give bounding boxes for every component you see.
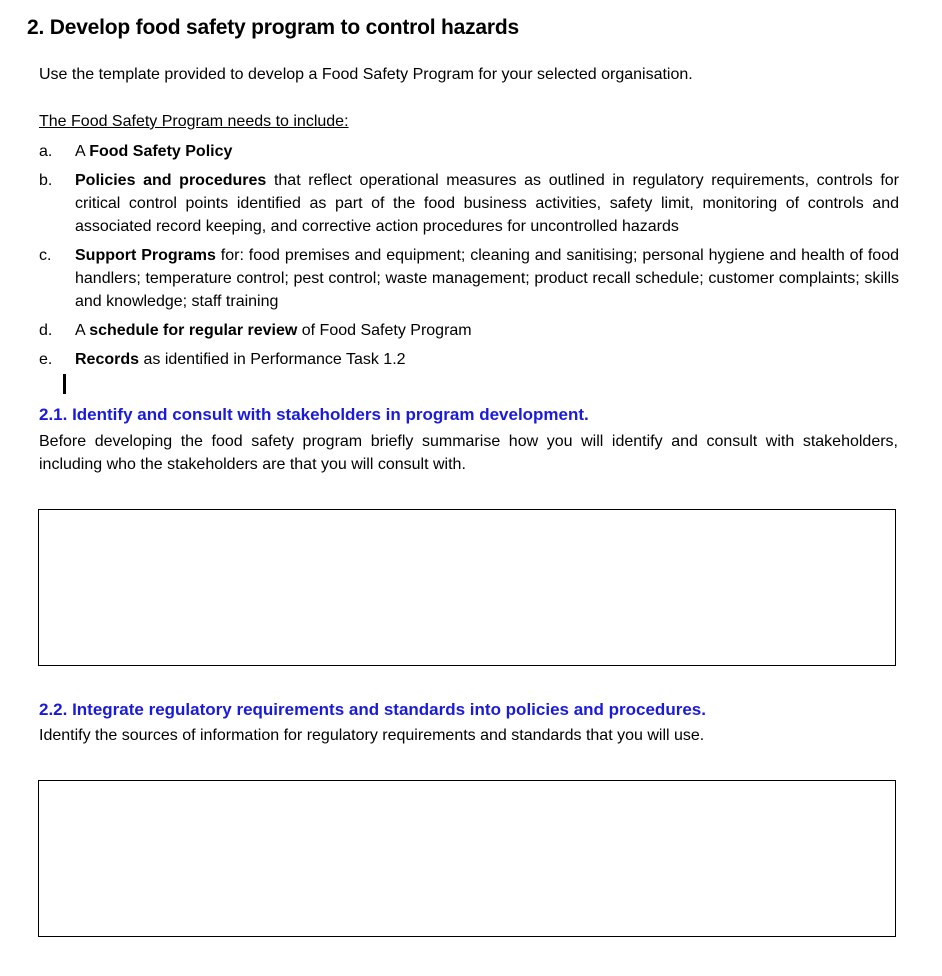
section-2-1-instructions: Before developing the food safety program briefly summarise how you will identify and consult with stakeholders, including who the stakeholders are that you will consult with. (39, 433, 898, 473)
requirement-bold: Records (75, 351, 140, 368)
requirement-text (75, 169, 899, 238)
list-marker: e. (39, 351, 53, 368)
text-cursor (63, 374, 66, 394)
requirement-bold: schedule for regular review (89, 322, 298, 339)
requirement-item-d (39, 319, 899, 342)
list-marker: c. (39, 247, 52, 264)
requirement-bold: Policies and procedures (75, 172, 267, 189)
main-heading: 2. Develop food safety program to control hazards (27, 16, 519, 39)
requirement-rest: that reflect operational measures as outlined in regulatory requirements, controls for critical control points identified as part of the food business activities, safety limit, monitoring of controls and associated record keeping, and corrective action procedures for uncontrolled hazards (75, 172, 900, 235)
requirement-rest: of Food Safety Program (297, 322, 472, 339)
list-marker: b. (39, 172, 53, 189)
section-2-2-heading: 2.2. Integrate regulatory requirements and standards into policies and procedures. (39, 700, 706, 719)
requirement-item-a (39, 140, 899, 163)
requirement-prefix: A (75, 322, 90, 339)
requirement-text (75, 319, 899, 342)
include-heading: The Food Safety Program needs to include: (39, 113, 349, 130)
intro-text: Use the template provided to develop a Food Safety Program for your selected organisation. (39, 66, 693, 83)
requirement-prefix: A (75, 143, 90, 160)
section-2-1-heading: 2.1. Identify and consult with stakeholders in program development. (39, 405, 589, 424)
requirement-bold: Support Programs (75, 247, 216, 264)
requirement-bold: Food Safety Policy (89, 143, 233, 160)
requirements-list (39, 140, 899, 377)
section-2-2-answer-box[interactable] (38, 780, 896, 937)
list-marker: a. (39, 143, 53, 160)
requirement-rest: for: food premises and equipment; cleaning and sanitising; personal hygiene and health of food handlers; temperature control; pest control; waste management; product recall schedule; customer complaints; skills and knowledge; staff training (75, 247, 899, 310)
requirement-item-e (39, 348, 899, 371)
section-2-1-answer-box[interactable] (38, 509, 896, 666)
requirement-item-c (39, 244, 899, 313)
requirement-item-b (39, 169, 899, 238)
requirement-rest: as identified in Performance Task 1.2 (139, 351, 406, 368)
requirement-text (75, 244, 899, 313)
list-marker: d. (39, 322, 53, 339)
requirement-text (75, 348, 899, 371)
section-2-2-instructions: Identify the sources of information for regulatory requirements and standards that you will use. (39, 727, 705, 744)
requirement-text (75, 140, 899, 163)
